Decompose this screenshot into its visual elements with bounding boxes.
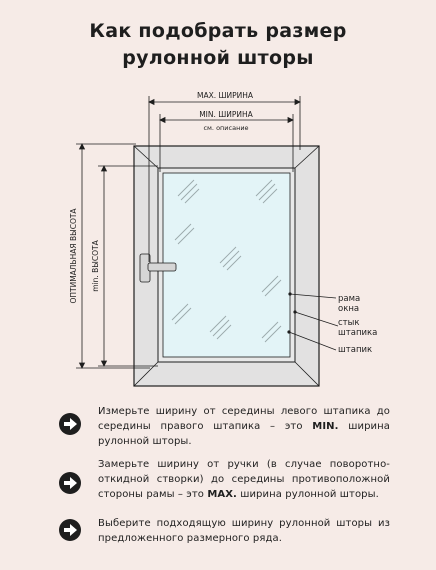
step-1-text: Измерьте ширину от середины левого штапика до середины правого штапика – это MIN. ширина рулонной шторы. [98, 406, 390, 447]
arrow-right-circle-icon [58, 518, 82, 542]
max-width-label: MAX. ШИРИНА [196, 91, 254, 100]
optimal-height-label: ОПТИМАЛЬНАЯ ВЫСОТА [69, 208, 78, 304]
title-line-2: рулонной шторы [122, 47, 314, 69]
arrow-right-circle-icon [58, 471, 82, 495]
frame-label-line-1: рама [338, 294, 361, 304]
joint-label-line-2: штапика [338, 328, 378, 338]
step-3-text: Выберите подходящую ширину рулонной шторы из предложенного размерного ряда. [98, 518, 390, 544]
step-2-text: Замерьте ширину от ручки (в случае поворотно-откидной створки) до середины противоположной стороны рамы – это MAX. ширина рулонной шторы. [98, 459, 390, 500]
title-line-1: Как подобрать размер [89, 20, 347, 42]
callout-dot-bead [287, 330, 290, 333]
callout-dot-frame [288, 292, 291, 295]
frame-label-line-2: окна [338, 304, 360, 314]
arrow-right-circle-icon [58, 412, 82, 436]
joint-label-line-1: стык [338, 318, 360, 328]
min-width-note: см. описание [203, 124, 249, 132]
min-height-label: min. ВЫСОТА [91, 240, 100, 292]
callout-dot-joint [293, 310, 296, 313]
bead-label: штапик [338, 345, 373, 355]
min-width-label: MIN. ШИРИНА [199, 110, 253, 119]
